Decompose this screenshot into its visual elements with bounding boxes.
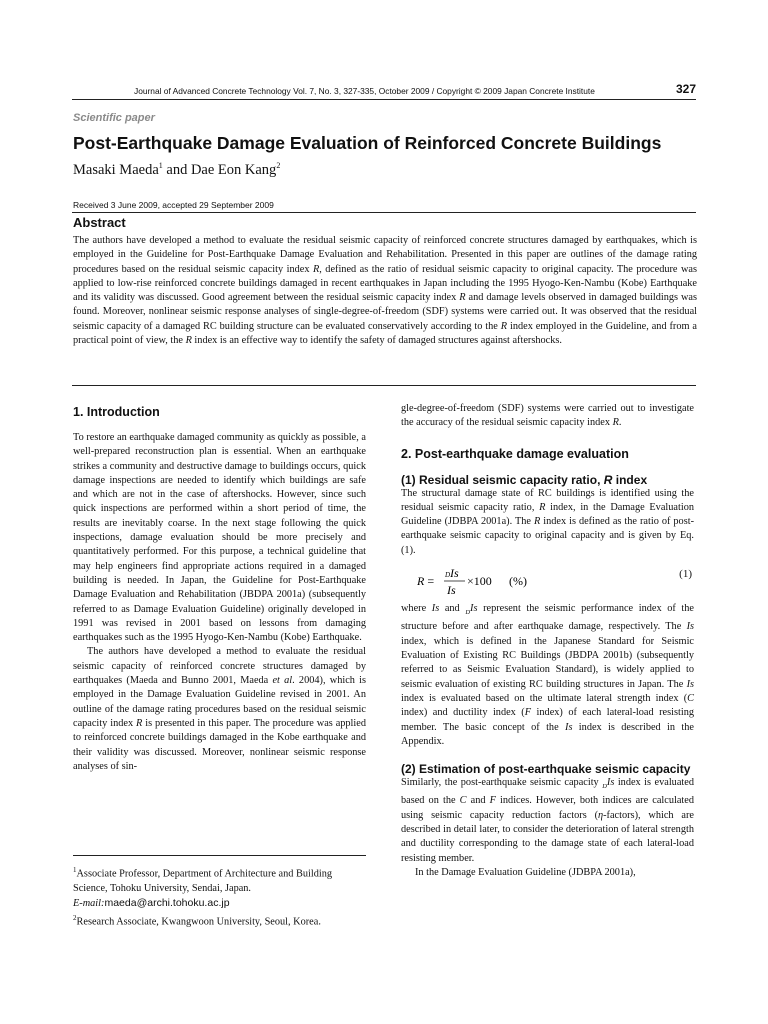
equation-formula [417,564,637,598]
paragraph: In the Damage Evaluation Guideline (JDBPA 2001a), [415,866,636,878]
email-link[interactable]: maeda@archi.tohoku.ac.jp [104,897,230,910]
equation-1 [401,558,694,602]
abstract-heading: Abstract [73,215,126,230]
svg-text:Is: Is [447,583,456,598]
paragraph: The structural damage state of RC buildings is identified using the residual seismic capacity ratio, R index, in the Damage Evaluation Guideline (JDBPA 2001a). The R index is defined as the ratio of post-earthquake seismic capacity to original capacity and is given by Eq. (1). [401,487,694,556]
footnote-email: E-mail:maeda@archi.tohoku.ac.jp [73,897,230,910]
footnotes [73,863,366,930]
svg-text:Is: Is [450,566,459,581]
section-heading: 2. Post-earthquake damage evaluation [401,446,629,461]
header-rule [72,99,696,100]
affiliation-mark: 1 [158,161,163,170]
paragraph: Similarly, the post-earthquake seismic capacity $_D$Is index is evaluated based on the C and F indices. However, both indices are calculated using seismic capacity reduction factors (η-factors), which are described in detail later, to consider the deterioration of lateral strength and ductility corresponding to the damage state of each lateral-load resisting member. [401,777,695,864]
footnote: $^1$Associate Professor, Department of Architecture and Building Science, Tohoku University, Sendai, Japan. [73,866,333,894]
paragraph: where Is and $_D$Is represent the seismic performance index of the structure before and after earthquake damage, respectively. The Is index, which is defined in the Japanese Standard for Seismic Evaluation of Existing RC Buildings (JBDPA 2001b) (subsequently referred to as Seismic Evaluation Standard), is widely applied to seismic evaluation of existing RC building structures in Japan. The Is index is evaluated based on the ultimate lateral strength index (C index) and ductility index (F index) of each lateral-load resisting member. The basic concept of the Is index is described in the Appendix. [401,603,695,747]
author-line [73,161,280,179]
author-separator: and [162,161,191,178]
section-heading: 1. Introduction [73,405,160,419]
right-column [401,402,694,880]
received-rule [72,212,696,213]
left-column [73,402,366,774]
running-head [72,84,696,100]
subsection-heading: (2) Estimation of post-earthquake seismic capacity [401,762,691,777]
svg-text:R =: R = [417,574,435,589]
footnote: $^2$Research Associate, Kwangwoon University, Seoul, Korea. [73,914,321,928]
subsection-heading: (1) Residual seismic capacity ratio, R index [401,472,648,487]
page-number: 327 [675,82,696,96]
equation-number: (1) [679,568,692,581]
article-title: Post-Earthquake Damage Evaluation of Reinforced Concrete Buildings [73,133,662,153]
svg-text:(%): (%) [509,574,527,589]
paragraph: gle-degree-of-freedom (SDF) systems were carried out to investigate the accuracy of the residual seismic capacity index R. [401,403,694,429]
abstract-rule [72,385,696,386]
author-name: Masaki Maeda [73,161,159,178]
article-type: Scientific paper [73,112,155,124]
footnote-rule [73,855,366,856]
abstract-text: The authors have developed a method to evaluate the residual seismic capacity of reinforced concrete structures damaged by earthquakes, which is employed in the Guideline for Post-Earthquake Damage Evaluation and Rehabilitation. Presented in this paper are outlines of the damage rating procedures based on the residual seismic capacity index R, defined as the ratio of residual seismic capacity to original capacity. The procedure was applied to low-rise reinforced concrete buildings damaged in recent earthquakes in Japan including the 1995 Hyogo-Ken-Nambu (Kobe) Earthquake and its validity was discussed. Good agreement between the residual seismic capacity index R and damage levels observed in damaged buildings was found. Moreover, nonlinear seismic response analyses of single-degree-of-freedom (SDF) systems were carried out. It was observed that the residual seismic capacity of a damaged RC building structure can be evaluated conservatively according to the R index employed in the Guideline, and from a practical point of view, the R index is an effective way to identify the safety of damaged structures against aftershocks. [73,235,698,347]
received-date: Received 3 June 2009, accepted 29 September 2009 [73,200,274,210]
paragraph: The authors have developed a method to evaluate the residual seismic capacity of reinforced concrete structures damaged by earthquakes (Maeda and Bunno 2001, Maeda et al. 2004), which is employed in the Damage Evaluation Guideline revised in 2001. An outline of the damage rating procedures based on the residual seismic capacity index R is presented in this paper. The procedure was applied to reinforced concrete buildings damaged in the Kobe earthquake and their validity was discussed. Moreover, nonlinear seismic response analyses of sin- [73,646,367,772]
svg-text:D: D [445,571,451,580]
journal-citation: Journal of Advanced Concrete Technology Vol. 7, No. 3, 327-335, October 2009 / Copyright © 2009 Japan Concrete Institute [134,86,595,96]
author-name: Dae Eon Kang [190,161,277,178]
affiliation-mark: 2 [276,161,281,170]
paragraph: To restore an earthquake damaged community as quickly as possible, a well-prepared reconstruction plan is essential. When an earthquake strikes a community and destructive damage to buildings occurs, quick damage inspections are needed to identify which buildings are safe and which are not in the case of aftershocks. However, since such quick inspections are performed within a short period of time, the results are inevitably coarse. In the next stage following the quick inspections, damage evaluation should be more precisely and quantitatively performed. For this purpose, a technical guideline that may help engineers find appropriate actions required in a damaged building is needed. In Japan, the Guideline for Post-Earthquake Damage Evaluation and Rehabilitation (JBDPA 2001a) (subsequently referred to as Damage Evaluation Guideline) originally developed in 1991 was revised in 2001 based on lessons from damaging earthquakes such as the 1995 Hyogo-Ken-Nambu (Kobe) Earthquake. [73,432,366,644]
svg-text:×100: ×100 [467,574,492,589]
